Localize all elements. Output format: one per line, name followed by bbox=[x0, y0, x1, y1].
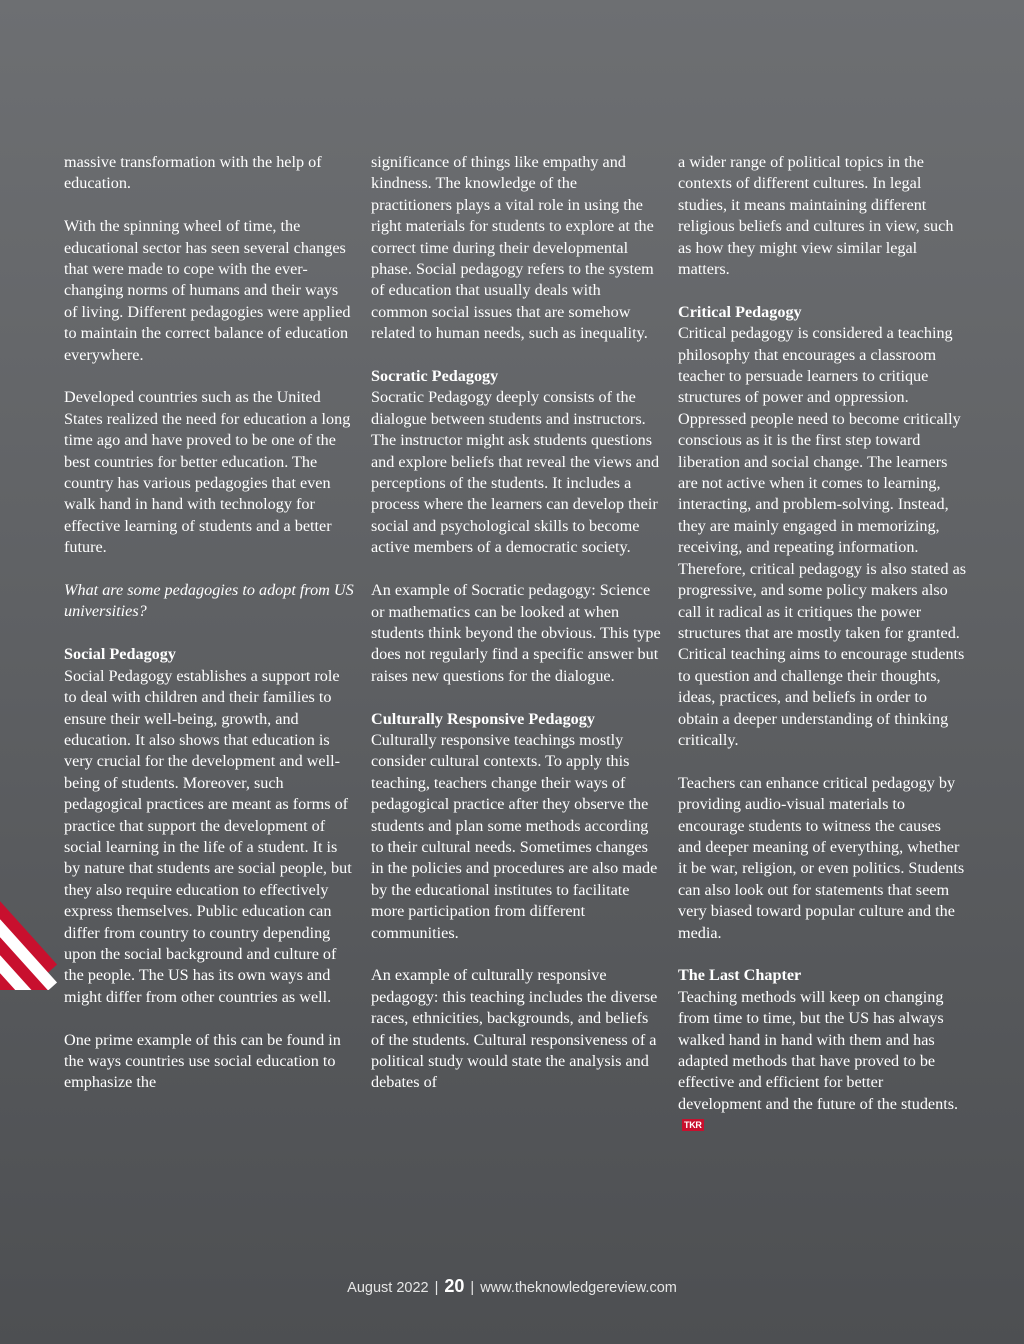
page-number: 20 bbox=[444, 1276, 465, 1296]
tkr-end-logo: TKR bbox=[684, 1120, 702, 1131]
paragraph: Teachers can enhance critical pedagogy by providing audio-visual materials to encourage students to witness the causes and deeper meaning of everything, whether it be war, religion, or even politics. Students can also look out for statements that seem very biased toward popular culture and the media. bbox=[678, 773, 965, 942]
paragraph: Critical pedagogy is considered a teaching philosophy that encourages a classroom teacher to persuade learners to critique structures of power and oppression. Oppressed people need to become critically conscious as it is the first step toward liberation and social change. The learners are not active when it comes to learning, interacting, and problem-solving. Instead, they are mainly engaged in memorizing, receiving, and repeating information. Therefore, critical pedagogy is also stated as progressive, and some policy makers also call it radical as it critiques the power structures that are mostly taken for granted. Critical teaching aims to encourage students to question and challenge their thoughts, ideas, practices, and beliefs in order to obtain a deeper understanding of thinking critically. bbox=[678, 324, 967, 749]
issue-date: August 2022 bbox=[347, 1280, 429, 1296]
footer-separator: | bbox=[434, 1280, 439, 1296]
paragraph: Socratic Pedagogy deeply consists of the dialogue between students and instructors. The instructor might ask students questions and explore beliefs that reveal the views and perceptions of the students. It includes a process where the learners can develop their social and psychological skills to become active members of a democratic society. bbox=[371, 388, 660, 557]
section-heading-last-chapter: The Last Chapter bbox=[678, 966, 802, 985]
paragraph: An example of culturally responsive pedagogy: this teaching includes the diverse races, ethnicities, backgrounds, and beliefs of the students. Cultural responsiveness of a political study would state the analysis and debates of bbox=[371, 966, 658, 1092]
paragraph: massive transformation with the help of education. bbox=[64, 153, 322, 193]
section-heading-socratic: Socratic Pedagogy bbox=[371, 367, 499, 386]
section-heading-social: Social Pedagogy bbox=[64, 645, 176, 664]
last-paragraph-text: Teaching methods will keep on changing from time to time, but the US has always walked hand in hand with them and has adapted methods that have proved to be effective and efficient for better development and the future of the students. bbox=[678, 987, 959, 1113]
article-column-2 bbox=[371, 152, 661, 1115]
article-column-1 bbox=[64, 152, 354, 1115]
page-footer bbox=[0, 1276, 1024, 1297]
section-heading-critical: Critical Pedagogy bbox=[678, 302, 802, 321]
section-question bbox=[64, 580, 354, 623]
paragraph: Culturally responsive teachings mostly consider cultural contexts. To apply this teaching, teachers change their ways of pedagogical practice after they observe the students and plan some methods according to their cultural needs. Sometimes changes in the policies and procedures are also made by the educational institutes to facilitate more participation from different communities. bbox=[371, 730, 658, 942]
paragraph: With the spinning wheel of time, the educational sector has seen several changes that were made to cope with the ever-changing norms of humans and their ways of living. Different pedagogies were applied to maintain the correct balance of education everywhere. bbox=[64, 217, 351, 364]
section-heading-culturally-responsive: Culturally Responsive Pedagogy bbox=[371, 709, 595, 728]
paragraph-last bbox=[678, 987, 968, 1137]
paragraph: An example of Socratic pedagogy: Science or mathematics can be looked at when students think beyond the obvious. This type does not regularly find a specific answer but raises new questions for the dialogue. bbox=[371, 581, 661, 685]
paragraph: significance of things like empathy and kindness. The knowledge of the practitioners plays a vital role in using the right materials for students to explore at the correct time during their developmental phase. Social pedagogy refers to the system of education that usually deals with common social issues that are somehow related to human needs, such as inequality. bbox=[371, 153, 654, 343]
question-text: What are some pedagogies to adopt from US universities? bbox=[64, 581, 354, 621]
paragraph: Social Pedagogy establishes a support role to deal with children and their families to ensure their well-being, growth, and education. It also shows that education is very crucial for the development and well-being of students. Moreover, such pedagogical practices are meant as forms of practice that support the development of social learning in the life of a student. It is by nature that students are social people, but they also require education to effectively express themselves. Public education can differ from country to country depending upon the social background and culture of the people. The US has its own ways and might differ from other countries as well. bbox=[64, 666, 352, 1006]
paragraph: Developed countries such as the United States realized the need for education a long time ago and have proved to be one of the best countries for better education. The country has various pedagogies that even walk hand in hand with technology for effective learning of students and a better future. bbox=[64, 388, 351, 557]
article-column-3 bbox=[678, 152, 968, 1158]
paragraph: a wider range of political topics in the contexts of different cultures. In legal studies, it means maintaining different religious beliefs and cultures in view, such as how they might view similar legal matters. bbox=[678, 153, 954, 279]
paragraph: One prime example of this can be found in the ways countries use social education to emphasize the bbox=[64, 1030, 341, 1092]
footer-separator: | bbox=[470, 1280, 475, 1296]
website-link[interactable]: www.theknowledgereview.com bbox=[480, 1280, 677, 1296]
